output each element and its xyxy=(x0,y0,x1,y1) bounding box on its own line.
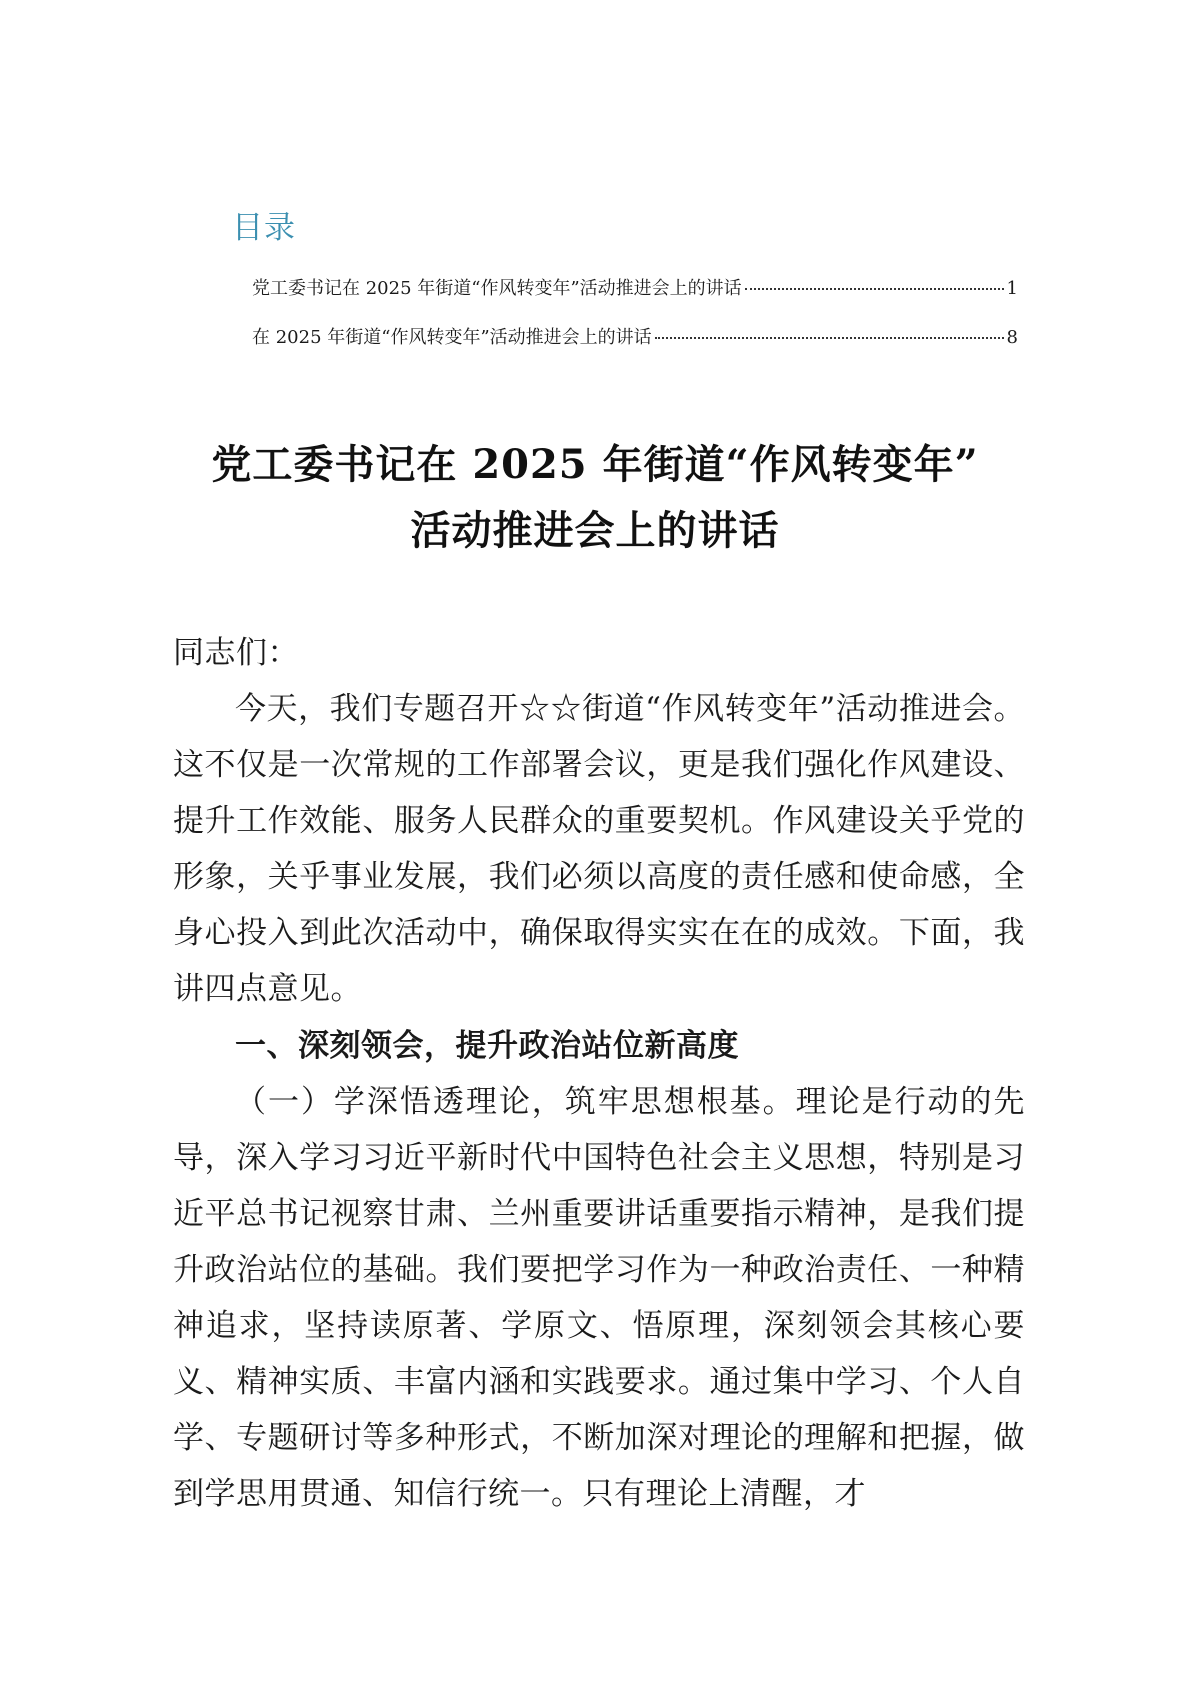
document-title-line-2: 活动推进会上的讲话 xyxy=(410,507,780,554)
toc-entry-2[interactable] xyxy=(252,325,1018,351)
toc-entry-page: 1 xyxy=(1006,278,1018,299)
document-title-line-1: 党工委书记在 2025 年街道“作风转变年” xyxy=(211,441,979,488)
document-title xyxy=(130,432,1060,564)
section-1-paragraph-1: （一）学深悟透理论，筑牢思想根基。理论是行动的先导，深入学习习近平新时代中国特色社会主义思想，特别是习近平总书记视察甘肃、兰州重要讲话重要指示精神，是我们提升政治站位的基础。我们要把学习作为一种政治责任、一种精神追求，坚持读原著、学原文、悟原理，深刻领会其核心要义、精神实质、丰富内涵和实践要求。通过集中学习、个人自学、专题研讨等多种形式，不断加深对理论的理解和把握，做到学思用贯通、知信行统一。只有理论上清醒，才 xyxy=(173,1084,1025,1512)
toc-leader-dots xyxy=(745,288,1004,290)
toc-entry-text: 党工委书记在 2025 年街道“作风转变年”活动推进会上的讲话 xyxy=(252,278,742,299)
toc-entry-page: 8 xyxy=(1006,327,1018,348)
toc-entry-text: 在 2025 年街道“作风转变年”活动推进会上的讲话 xyxy=(252,327,652,348)
toc-heading: 目录 xyxy=(232,210,296,246)
toc-leader-dots xyxy=(655,337,1004,339)
intro-paragraph: 今天，我们专题召开☆☆街道“作风转变年”活动推进会。这不仅是一次常规的工作部署会议，更是我们强化作风建设、提升工作效能、服务人民群众的重要契机。作风建设关乎党的形象，关乎事业发展，我们必须以高度的责任感和使命感，全身心投入到此次活动中，确保取得实实在在的成效。下面，我讲四点意见。 xyxy=(173,691,1025,1007)
salutation: 同志们： xyxy=(173,635,299,671)
section-heading-1: 一、深刻领会，提升政治站位新高度 xyxy=(235,1028,739,1064)
toc-entry-1[interactable] xyxy=(252,276,1018,302)
